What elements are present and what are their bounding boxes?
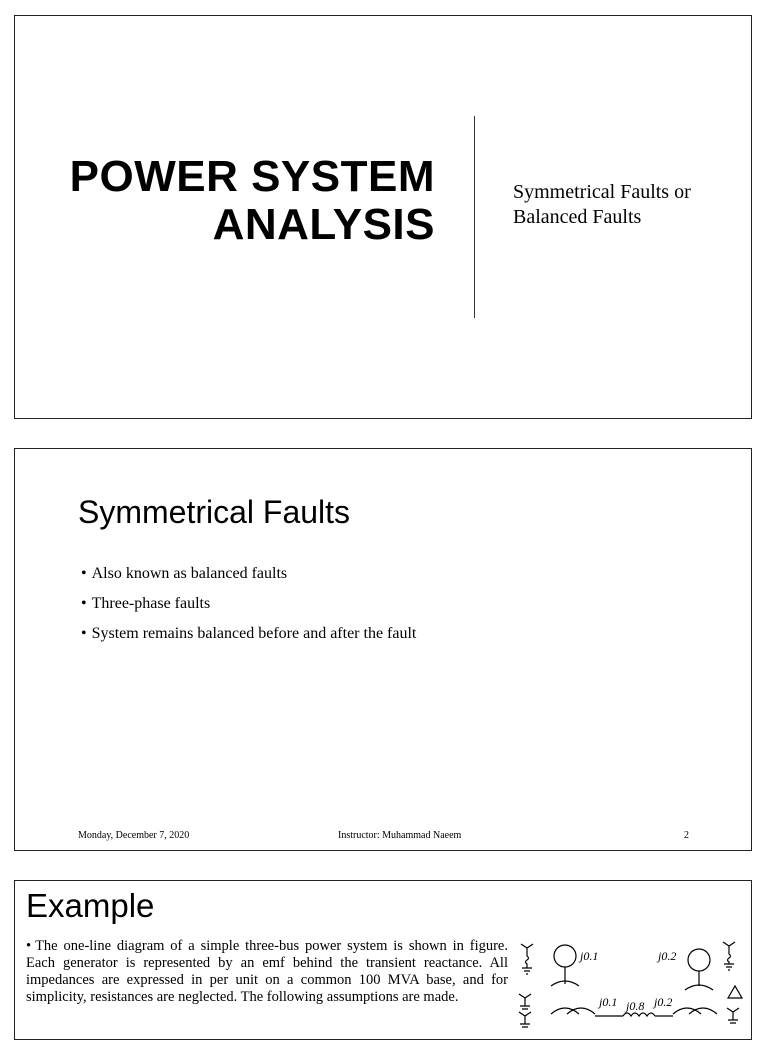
slide-symmetrical-faults xyxy=(14,448,752,851)
subtitle-line-1: Symmetrical Faults or xyxy=(513,181,691,203)
bullet-item: • Three-phase faults xyxy=(81,594,416,613)
transformer-2-winding xyxy=(673,1008,717,1014)
slide-heading: Symmetrical Faults xyxy=(78,494,351,530)
ground-icon xyxy=(521,944,533,974)
tx1-reactance-label: j0.1 xyxy=(599,995,618,1009)
line-reactance-label: j0.8 xyxy=(626,999,645,1013)
tx2-reactance-label: j0.2 xyxy=(654,995,673,1009)
footer-date: Monday, December 7, 2020 xyxy=(78,830,190,841)
line-inductor-icon xyxy=(623,1013,655,1016)
bullet-list xyxy=(81,564,416,654)
title-divider xyxy=(474,116,475,318)
example-paragraph: • The one-line diagram of a simple three-bus power system is shown in figure. Each generator is represented by an emf behind the transient reactance. All impedances are expressed in per unit on a common 100 MVA base, and for simplicity, resistances are neglected. The following assumptions are made. xyxy=(26,938,508,1006)
slide-heading: Example xyxy=(26,887,155,924)
presentation-title xyxy=(70,153,435,249)
title-line-2: ANALYSIS xyxy=(212,200,435,249)
wye-ground-icon xyxy=(519,994,531,1027)
wye-ground-icon xyxy=(727,1008,739,1023)
delta-connection-icon xyxy=(728,986,742,998)
subtitle-line-2: Balanced Faults xyxy=(513,206,642,228)
transformer-1-winding xyxy=(551,1008,595,1014)
footer-instructor: Instructor: Muhammad Naeem xyxy=(338,830,462,841)
gen2-reactance-label: j0.2 xyxy=(658,949,677,963)
footer-page-number: 2 xyxy=(684,830,689,841)
generator-1-icon xyxy=(554,945,576,967)
gen1-reactance-label: j0.1 xyxy=(580,949,599,963)
slide-example xyxy=(14,880,752,1040)
bullet-item: • System remains balanced before and after the fault xyxy=(81,624,416,643)
slide-title xyxy=(14,15,752,419)
title-line-1: POWER SYSTEM xyxy=(69,152,435,201)
ground-icon xyxy=(723,942,735,970)
generator-2-icon xyxy=(688,949,710,971)
one-line-diagram xyxy=(513,936,748,1040)
presentation-subtitle xyxy=(513,180,743,230)
bullet-item: • Also known as balanced faults xyxy=(81,564,416,583)
